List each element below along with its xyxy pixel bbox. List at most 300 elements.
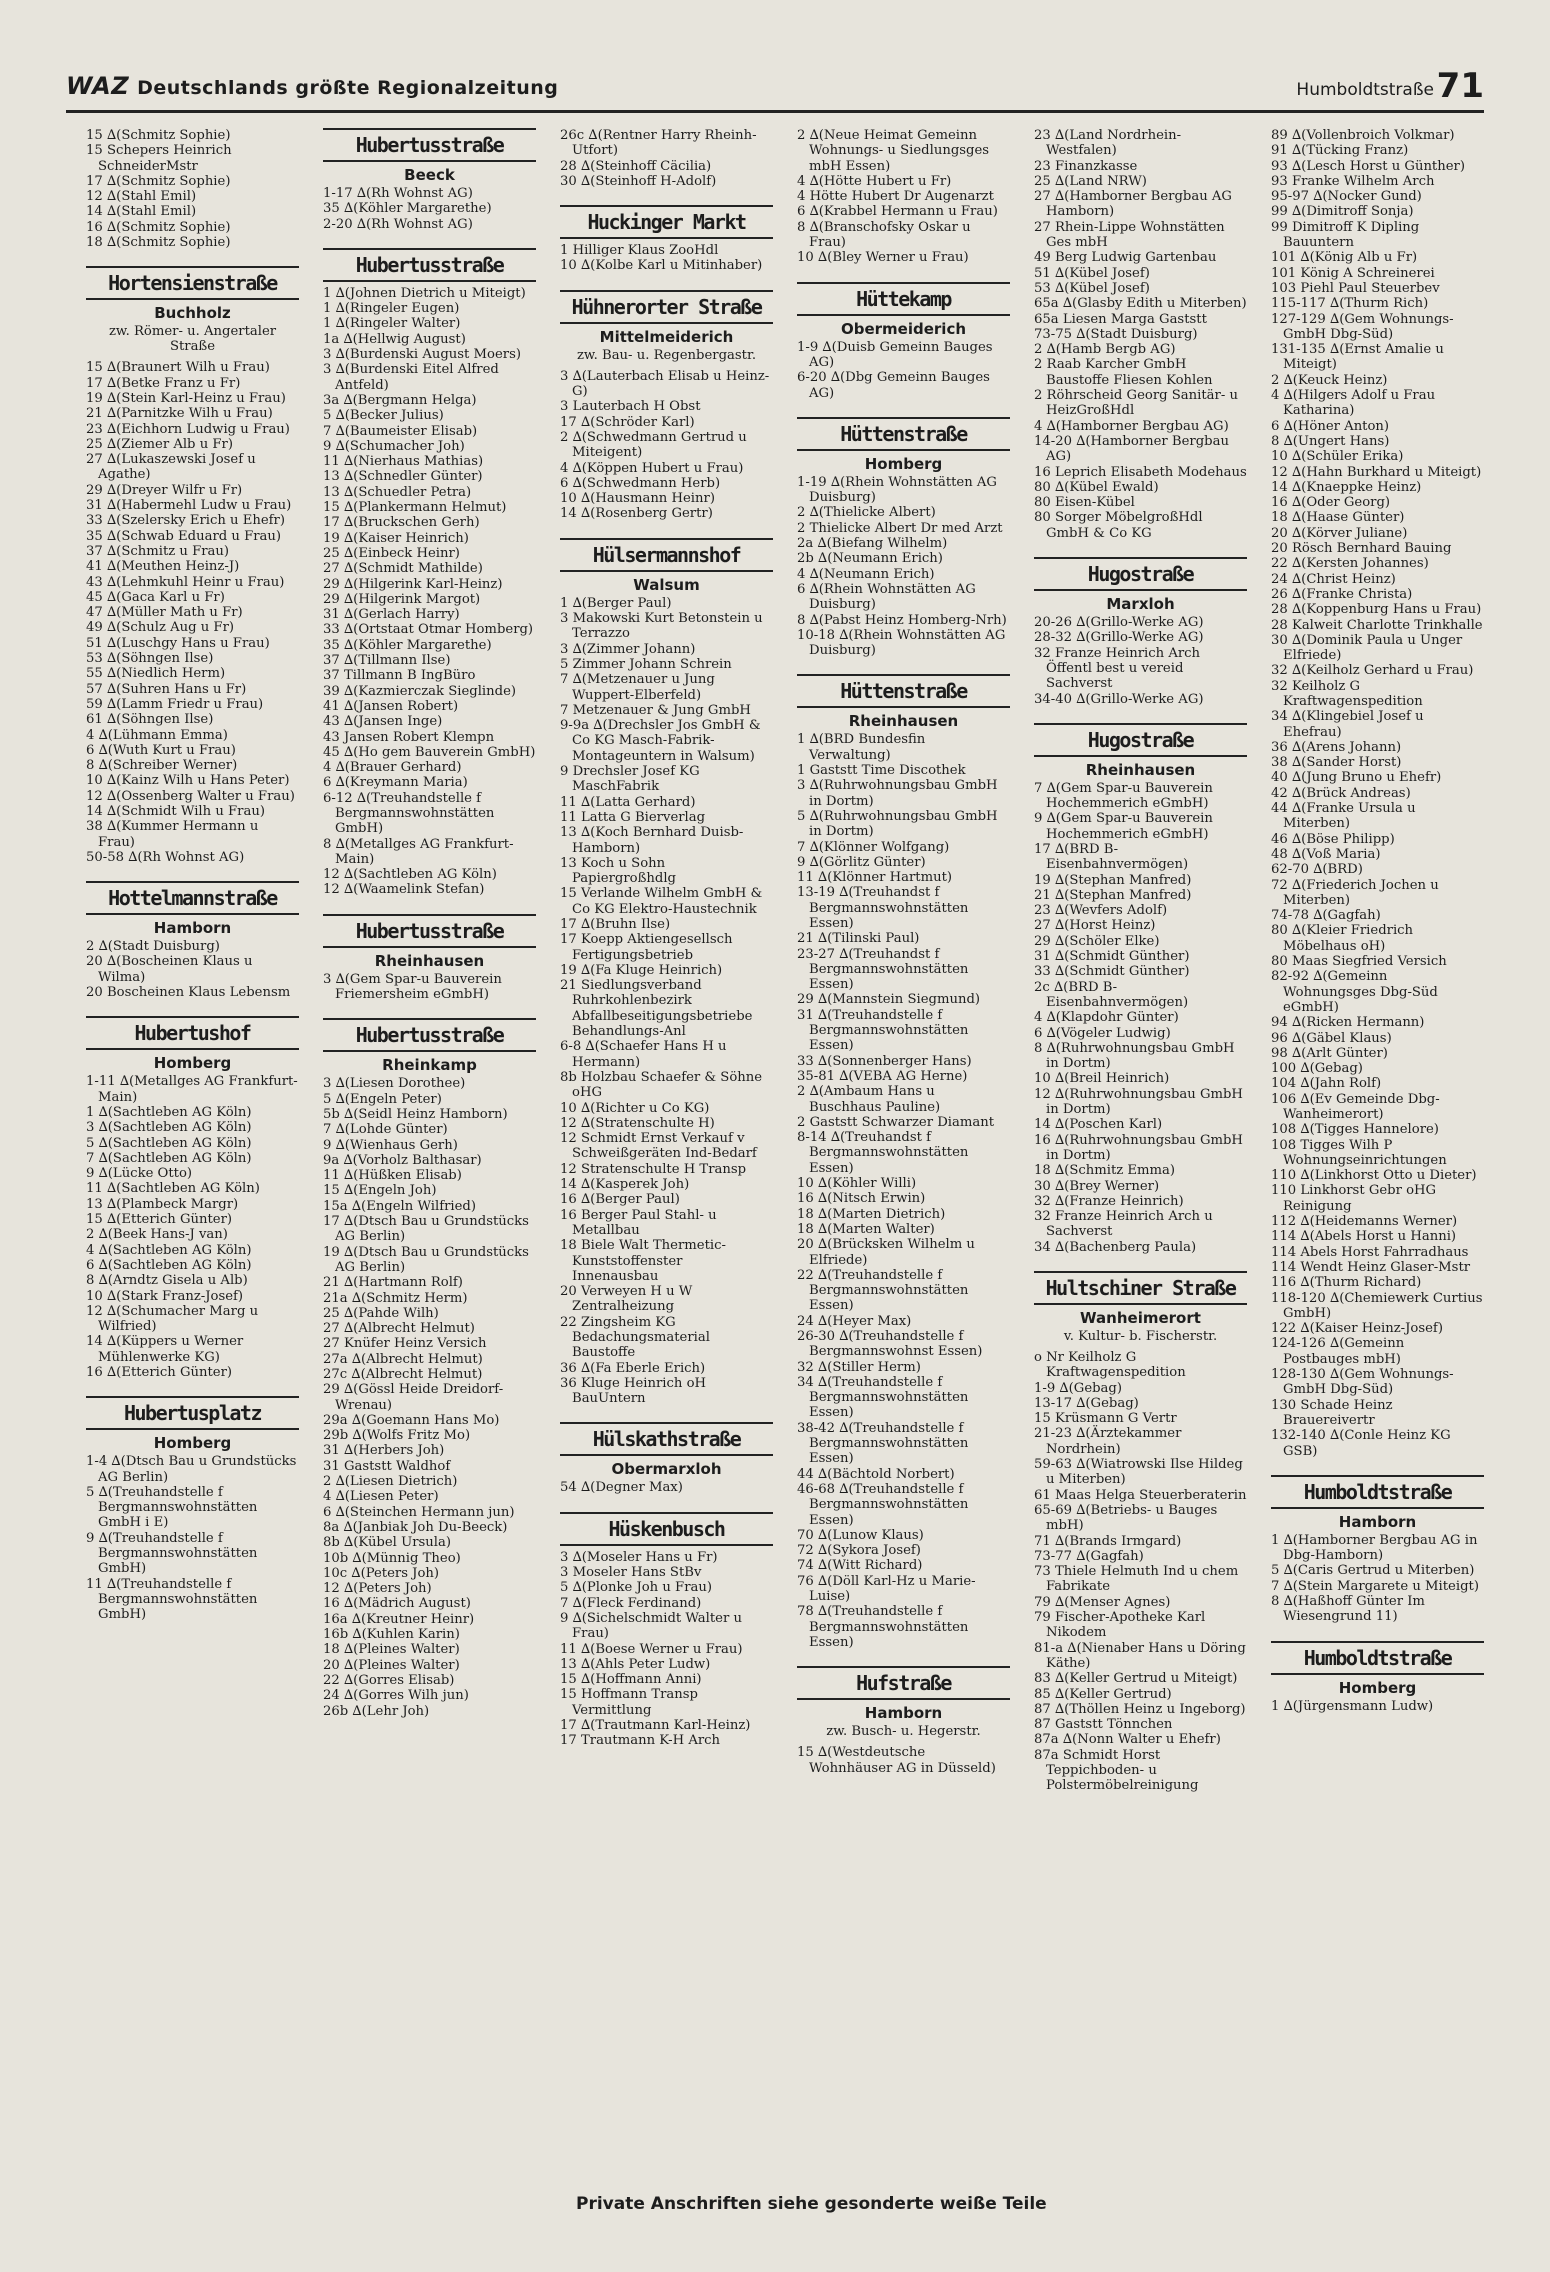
directory-entry: 1-17 ∆(Rh Wohnst AG) — [323, 186, 473, 201]
directory-entry: 13 ∆(Ahls Peter Ludw) — [560, 1656, 711, 1672]
directory-entry: 12 ∆(Stratenschulte H) — [560, 1115, 715, 1131]
directory-entry: 26 ∆(Franke Christa) — [1271, 586, 1413, 602]
directory-entry: 37 Tillmann B IngBüro — [323, 668, 476, 684]
directory-entry: 7 ∆(Stein Margarete u Miteigt) — [1271, 1578, 1479, 1594]
directory-entry: 65a Liesen Marga Gaststt — [1034, 311, 1207, 327]
directory-entry: 7 ∆(Gem Spar-u Bauverein Hochemmerich eGmbH) — [1034, 780, 1213, 812]
district-name: Rheinhausen — [1085, 760, 1196, 779]
directory-entry: 3 ∆(Zimmer Johann) — [560, 641, 696, 657]
directory-entry: 46-68 ∆(Treuhandstelle f Bergmannswohnstätten Essen) — [797, 1481, 969, 1528]
directory-entry: 35 ∆(Köhler Margarethe) — [323, 637, 492, 653]
directory-entry: 15 ∆(Braunert Wilh u Frau) — [86, 360, 270, 376]
directory-entry: 29a ∆(Goemann Hans Mo) — [323, 1412, 500, 1428]
directory-entry: 114 Abels Horst Fahrradhaus — [1271, 1244, 1469, 1260]
district-name: Marxloh — [1106, 595, 1175, 614]
directory-entry: 72 ∆(Sykora Josef) — [797, 1543, 921, 1559]
directory-entry: 16 ∆(Berger Paul) — [560, 1192, 680, 1208]
directory-entry: 5 ∆(Plonke Joh u Frau) — [560, 1580, 712, 1596]
directory-entry: 2 ∆(Neue Heimat Gemeinn Wohnungs- u Siedlungsges mbH Essen) — [797, 128, 990, 174]
directory-entry: 29 ∆(Hilgerink Karl-Heinz) — [323, 576, 503, 592]
street-heading: Hüttenstraße — [797, 417, 1010, 451]
directory-entry: 1 ∆(Ringeler Walter) — [323, 316, 461, 332]
street-heading: Hüskenbusch — [560, 1512, 773, 1546]
directory-entry: 93 ∆(Lesch Horst u Günther) — [1271, 158, 1465, 174]
directory-entry: 6 ∆(Steinchen Hermann jun) — [323, 1504, 515, 1520]
directory-entry: 73-75 ∆(Stadt Duisburg) — [1034, 326, 1198, 342]
directory-entry: 20 ∆(Pleines Walter) — [323, 1657, 460, 1673]
directory-entry: 6 ∆(Krabbel Hermann u Frau) — [797, 204, 998, 220]
directory-entry: 5 ∆(Caris Gertrud u Miterben) — [1271, 1563, 1475, 1579]
street-heading: Hubertushof — [86, 1016, 299, 1050]
directory-entry: 12 ∆(Peters Joh) — [323, 1581, 432, 1597]
directory-entry: 21 Siedlungsverband Ruhrkohlenbezirk Abfallbeseitigungsbetriebe Behandlungs-Anl — [560, 978, 753, 1040]
directory-entry: 1 ∆(Ringeler Eugen) — [323, 301, 460, 317]
directory-entry: 3 Moseler Hans StBv — [560, 1565, 702, 1581]
directory-entry: 23-27 ∆(Treuhandst f Bergmannswohnstätten Essen) — [797, 946, 969, 993]
directory-entry: 20 ∆(Brücksken Wilhelm u Elfriede) — [797, 1237, 975, 1268]
directory-entry: 128-130 ∆(Gem Wohnungs-GmbH Dbg-Süd) — [1271, 1367, 1454, 1398]
directory-entry: 8 ∆(Branschofsky Oskar u Frau) — [797, 219, 971, 251]
directory-entry: 11 ∆(Nierhaus Mathias) — [323, 454, 484, 470]
directory-entry: 59-63 ∆(Wiatrowski Ilse Hildeg u Miterben) — [1034, 1457, 1243, 1488]
directory-entry: 5 Zimmer Johann Schrein — [560, 656, 732, 672]
directory-entry: 100 ∆(Gebag) — [1271, 1061, 1363, 1077]
directory-entry: 27 ∆(Albrecht Helmut) — [323, 1321, 475, 1337]
directory-entry: 1-9 ∆(Gebag) — [1034, 1380, 1123, 1396]
directory-entry: 12 ∆(Schumacher Marg u Wilfried) — [86, 1303, 259, 1335]
directory-entry: 25 ∆(Land NRW) — [1034, 173, 1147, 189]
directory-entry: 3 ∆(Gem Spar-u Bauverein Friemersheim eGmbH) — [323, 971, 502, 1003]
street-heading: Hubertusstraße — [323, 1018, 536, 1052]
directory-entry: 22 Zingsheim KG Bedachungsmaterial Baustoffe — [560, 1314, 710, 1361]
directory-entry: 19 ∆(Stephan Manfred) — [1034, 872, 1192, 888]
directory-entry: 11 ∆(Sachtleben AG Köln) — [86, 1181, 260, 1197]
directory-entry: 25 ∆(Pahde Wilh) — [323, 1305, 439, 1321]
directory-entry: 51 ∆(Luschgy Hans u Frau) — [86, 635, 270, 651]
directory-entry: 2 Raab Karcher GmbH Baustoffe Fliesen Kohlen — [1034, 357, 1213, 388]
street-heading: Hufstraße — [797, 1666, 1010, 1700]
directory-entry: 21 ∆(Parnitzke Wilh u Frau) — [86, 406, 273, 422]
directory-entry: 14 ∆(Küppers u Werner Mühlenwerke KG) — [86, 1334, 244, 1365]
directory-entry: 27 Rhein-Lippe Wohnstätten Ges mbH — [1034, 219, 1225, 251]
directory-entry: 4 ∆(Liesen Peter) — [323, 1489, 439, 1505]
directory-entry: 98 ∆(Arlt Günter) — [1271, 1045, 1388, 1061]
directory-entry: 22 ∆(Treuhandstelle f Bergmannswohnstätten Essen) — [797, 1267, 969, 1314]
directory-entry: 4 ∆(Hilgers Adolf u Frau Katharina) — [1271, 388, 1436, 419]
directory-entry: 12 ∆(Sachtleben AG Köln) — [323, 867, 497, 883]
directory-entry: 20-26 ∆(Grillo-Werke AG) — [1034, 615, 1204, 631]
directory-entry: 87 Gaststt Tönnchen — [1034, 1717, 1173, 1733]
district-name: Rheinhausen — [848, 712, 959, 731]
street-section: zw. Busch- u. Hegerstr. — [826, 1724, 981, 1740]
district-name: Homberg — [864, 454, 943, 473]
directory-entry: 30 ∆(Brey Werner) — [1034, 1178, 1160, 1194]
directory-entry: 39 ∆(Kazmierczak Sieglinde) — [323, 683, 517, 699]
directory-entry: 1-19 ∆(Rhein Wohnstätten AG Duisburg) — [797, 474, 997, 506]
directory-entry: 28 ∆(Koppenburg Hans u Frau) — [1271, 602, 1482, 618]
directory-entry: 47 ∆(Müller Math u Fr) — [86, 605, 243, 621]
column-4 — [797, 128, 1010, 2243]
directory-entry: o Nr Keilholz G Kraftwagenspedition — [1034, 1350, 1186, 1381]
page-number: 71 — [1436, 66, 1484, 106]
directory-entry: 12 ∆(Stahl Emil) — [86, 189, 197, 205]
directory-entry: 78 ∆(Treuhandstelle f Bergmannswohnstätten Essen) — [797, 1604, 969, 1650]
directory-entry: 3 ∆(Lauterbach Elisab u Heinz-G) — [560, 368, 770, 400]
directory-entry: 26b ∆(Lehr Joh) — [323, 1703, 430, 1719]
directory-entry: 28 ∆(Steinhoff Cäcilia) — [560, 158, 712, 174]
directory-entry: 23 ∆(Land Nordrhein-Westfalen) — [1034, 128, 1182, 159]
directory-entry: 2 ∆(Keuck Heinz) — [1271, 372, 1388, 388]
directory-entry: 8 ∆(Schreiber Werner) — [86, 758, 238, 774]
brand-tagline: Deutschlands größte Regionalzeitung — [137, 77, 559, 99]
directory-entry: 27 Knüfer Heinz Versich — [323, 1336, 487, 1352]
street-heading: Hortensienstraße — [86, 266, 299, 300]
directory-entry: 80 Sorger MöbelgroßHdl GmbH & Co KG — [1034, 510, 1203, 541]
directory-entry: 35 ∆(Schwab Eduard u Frau) — [86, 528, 282, 544]
directory-entry: 44 ∆(Bächtold Norbert) — [797, 1466, 955, 1482]
directory-entry: 10-18 ∆(Rhein Wohnstätten AG Duisburg) — [797, 627, 1006, 659]
directory-entry: 33 ∆(Ortstaat Otmar Homberg) — [323, 622, 534, 638]
directory-entry: 2c ∆(BRD B-Eisenbahnvermögen) — [1034, 979, 1189, 1010]
directory-entry: 42 ∆(Brück Andreas) — [1271, 785, 1411, 801]
directory-entry: 89 ∆(Vollenbroich Volkmar) — [1271, 128, 1455, 143]
directory-entry: 7 ∆(Metzenauer u Jung Wuppert-Elberfeld) — [560, 672, 715, 703]
directory-entry: 3a ∆(Bergmann Helga) — [323, 392, 477, 408]
directory-entry: 19 ∆(Fa Kluge Heinrich) — [560, 962, 723, 978]
directory-entry: 4 ∆(Sachtleben AG Köln) — [86, 1242, 252, 1258]
directory-entry: 12 ∆(Waamelink Stefan) — [323, 882, 485, 898]
directory-entry: 10 ∆(Richter u Co KG) — [560, 1100, 710, 1116]
directory-entry: 4 ∆(Klapdohr Günter) — [1034, 1010, 1179, 1026]
street-section: v. Kultur- b. Fischerstr. — [1063, 1329, 1218, 1344]
directory-entry: 8 ∆(Ruhrwohnungsbau GmbH in Dortm) — [1034, 1040, 1235, 1072]
district-name: Rheinkamp — [382, 1056, 477, 1075]
directory-entry: 3 ∆(Sachtleben AG Köln) — [86, 1120, 252, 1136]
directory-entry: 2 Thielicke Albert Dr med Arzt — [797, 520, 1003, 536]
directory-entry: 11 ∆(Boese Werner u Frau) — [560, 1641, 743, 1657]
district-name: Beeck — [404, 166, 455, 184]
directory-entry: 28 Kalweit Charlotte Trinkhalle — [1271, 617, 1483, 633]
directory-entry: 40 ∆(Jung Bruno u Ehefr) — [1271, 770, 1442, 786]
directory-entry: 6 ∆(Wuth Kurt u Frau) — [86, 742, 236, 758]
directory-entry: 21 ∆(Stephan Manfred) — [1034, 887, 1192, 903]
directory-entry: 26-30 ∆(Treuhandstelle f Bergmannswohnst Essen) — [797, 1329, 983, 1360]
directory-entry: 103 Piehl Paul Steuerbev — [1271, 280, 1440, 296]
directory-entry: 6 ∆(Höner Anton) — [1271, 418, 1390, 434]
directory-entry: 15 ∆(Etterich Günter) — [86, 1212, 233, 1228]
directory-entry: 93 Franke Wilhelm Arch — [1271, 173, 1435, 189]
directory-entry: 8b Holzbau Schaefer & Söhne oHG — [560, 1069, 763, 1101]
directory-entry: 16 ∆(Mädrich August) — [323, 1596, 471, 1612]
directory-entry: 3 ∆(Liesen Dorothee) — [323, 1076, 466, 1092]
directory-entry: 35-81 ∆(VEBA AG Herne) — [797, 1068, 968, 1084]
directory-entry: 11 ∆(Hüßken Elisab) — [323, 1168, 462, 1184]
directory-entry: 34 ∆(Klingebiel Josef u Ehefrau) — [1271, 709, 1424, 740]
directory-entry: 65a ∆(Glasby Edith u Miterben) — [1034, 296, 1247, 312]
directory-entry: 7 ∆(Sachtleben AG Köln) — [86, 1150, 252, 1166]
directory-entry: 5 ∆(Ruhrwohnungsbau GmbH in Dortm) — [797, 808, 998, 840]
directory-entry: 32 Franze Heinrich Arch Öffentl best u vereid Sachverst — [1034, 645, 1201, 692]
directory-entry: 6-12 ∆(Treuhandstelle f Bergmannswohnstätten GmbH) — [323, 790, 495, 837]
directory-entry: 17 ∆(Schröder Karl) — [560, 414, 695, 430]
district-name: Obermarxloh — [611, 1460, 722, 1479]
directory-entry: 101 König A Schreinerei — [1271, 265, 1435, 281]
directory-entry: 73-77 ∆(Gagfah) — [1034, 1548, 1144, 1564]
directory-entry: 13-17 ∆(Gebag) — [1034, 1395, 1139, 1411]
directory-entry: 18 ∆(Marten Walter) — [797, 1221, 935, 1237]
directory-entry: 46 ∆(Böse Philipp) — [1271, 831, 1395, 847]
directory-entry: 17 ∆(Trautmann Karl-Heinz) — [560, 1718, 751, 1734]
directory-entry: 124-126 ∆(Gemeinn Postbauges mbH) — [1271, 1336, 1405, 1367]
directory-entry: 26c ∆(Rentner Harry Rheinh-Utfort) — [560, 128, 757, 159]
directory-entry: 6-8 ∆(Schaefer Hans H u Hermann) — [560, 1039, 727, 1070]
directory-entry: 49 ∆(Schulz Aug u Fr) — [86, 620, 235, 636]
directory-entry: 53 ∆(Söhngen Ilse) — [86, 651, 214, 667]
directory-entry: 10c ∆(Peters Joh) — [323, 1565, 440, 1581]
directory-entry: 3 ∆(Burdenski Eitel Alfred Antfeld) — [323, 362, 499, 393]
directory-entry: 95-97 ∆(Nocker Gund) — [1271, 189, 1422, 205]
directory-entry: 36 ∆(Arens Johann) — [1271, 739, 1402, 755]
directory-entry: 32 Keilholz G Kraftwagenspedition — [1271, 678, 1423, 709]
directory-entry: 1-9 ∆(Duisb Gemeinn Bauges AG) — [797, 339, 993, 370]
directory-entry: 15 ∆(Hoffmann Anni) — [560, 1672, 702, 1688]
directory-entry: 99 ∆(Dimitroff Sonja) — [1271, 204, 1414, 220]
directory-entry: 114 ∆(Abels Horst u Hanni) — [1271, 1229, 1457, 1245]
directory-entry: 18 ∆(Marten Dietrich) — [797, 1206, 946, 1222]
directory-entry: 29b ∆(Wolfs Fritz Mo) — [323, 1428, 471, 1444]
directory-entry: 10 ∆(Köhler Willi) — [797, 1176, 917, 1192]
directory-entry: 8 ∆(Ungert Hans) — [1271, 433, 1390, 449]
directory-entry: 87 ∆(Thöllen Heinz u Ingeborg) — [1034, 1701, 1246, 1717]
directory-entry: 37 ∆(Schmitz u Frau) — [86, 543, 230, 559]
directory-entry: 20 Boscheinen Klaus Lebensm — [86, 985, 291, 1001]
directory-entry: 29 ∆(Hilgerink Margot) — [323, 591, 481, 607]
directory-entry: 2 ∆(Hamb Bergb AG) — [1034, 342, 1176, 358]
newspaper-brand — [66, 72, 558, 100]
directory-entry: 1 Hilliger Klaus ZooHdl — [560, 243, 719, 259]
directory-entry: 43 ∆(Jansen Inge) — [323, 714, 443, 730]
directory-entry: 15 ∆(Westdeutsche Wohnhäuser AG in Düsseld) — [797, 1745, 996, 1776]
directory-entry: 3 ∆(Moseler Hans u Fr) — [560, 1549, 718, 1565]
directory-entry: 80 ∆(Kleier Friedrich Möbelhaus oH) — [1271, 923, 1414, 954]
directory-entry: 55 ∆(Niedlich Herm) — [86, 666, 226, 682]
directory-entry: 19 ∆(Stein Karl-Heinz u Frau) — [86, 390, 286, 406]
directory-entry: 9a ∆(Vorholz Balthasar) — [323, 1152, 482, 1168]
directory-entry: 45 ∆(Gaca Karl u Fr) — [86, 589, 225, 605]
directory-entry: 6 ∆(Rhein Wohnstätten AG Duisburg) — [797, 581, 976, 613]
directory-entry: 20 Verweyen H u W Zentralheizung — [560, 1284, 693, 1315]
directory-entry: 21 ∆(Tilinski Paul) — [797, 931, 920, 947]
directory-entry: 132-140 ∆(Conle Heinz KG GSB) — [1271, 1428, 1451, 1459]
directory-entry: 29 ∆(Gössl Heide Dreidorf-Wrenau) — [323, 1382, 504, 1413]
directory-entry: 13-19 ∆(Treuhandst f Bergmannswohnstätten Essen) — [797, 885, 969, 931]
directory-entry: 14 ∆(Kasperek Joh) — [560, 1177, 690, 1193]
district-name: Homberg — [153, 1054, 232, 1073]
directory-entry: 80 Eisen-Kübel — [1034, 495, 1135, 511]
district-name: Hamborn — [1338, 1512, 1417, 1531]
directory-entry: 18 ∆(Schmitz Emma) — [1034, 1163, 1176, 1179]
directory-entry: 9 ∆(Schumacher Joh) — [323, 438, 465, 454]
street-heading: Hülsermannshof — [560, 538, 773, 572]
directory-entry: 83 ∆(Keller Gertrud u Miteigt) — [1034, 1671, 1238, 1687]
directory-entry: 43 Jansen Robert Klempn — [323, 729, 495, 745]
directory-entry: 118-120 ∆(Chemiewerk Curtius GmbH) — [1271, 1290, 1483, 1321]
directory-entry: 9 ∆(Gem Spar-u Bauverein Hochemmerich eGmbH) — [1034, 811, 1213, 842]
directory-entry: 14-20 ∆(Hamborner Bergbau AG) — [1034, 433, 1229, 465]
directory-entry: 10 ∆(Bley Werner u Frau) — [797, 250, 969, 266]
directory-entry: 29 ∆(Mannstein Siegmund) — [797, 992, 981, 1008]
directory-entry: 12 Schmidt Ernst Verkauf v Schweißgeräten Ind-Bedarf — [560, 1131, 757, 1162]
directory-entry: 81-a ∆(Nienaber Hans u Döring Käthe) — [1034, 1640, 1246, 1671]
directory-entry: 48 ∆(Voß Maria) — [1271, 846, 1381, 862]
directory-entry: 14 ∆(Knaeppke Heinz) — [1271, 479, 1422, 495]
directory-entry: 2 ∆(Stadt Duisburg) — [86, 939, 220, 955]
directory-entry: 1a ∆(Hellwig August) — [323, 331, 466, 347]
directory-entry: 51 ∆(Kübel Josef) — [1034, 265, 1150, 281]
directory-entry: 3 Lauterbach H Obst — [560, 399, 701, 415]
directory-entry: 13 ∆(Koch Bernhard Duisb-Hamborn) — [560, 825, 744, 856]
directory-entry: 10 ∆(Stark Franz-Josef) — [86, 1288, 244, 1304]
directory-entry: 2a ∆(Biefang Wilhelm) — [797, 536, 948, 552]
directory-entry: 32 ∆(Stiller Herm) — [797, 1359, 921, 1375]
directory-entry: 61 ∆(Söhngen Ilse) — [86, 712, 214, 728]
directory-entry: 23 ∆(Wevfers Adolf) — [1034, 903, 1168, 919]
column-1 — [86, 128, 299, 2243]
directory-entry: 110 Linkhorst Gebr oHG Reinigung — [1271, 1183, 1437, 1214]
directory-entry: 65-69 ∆(Betriebs- u Bauges mbH) — [1034, 1502, 1218, 1534]
directory-entry: 27c ∆(Albrecht Helmut) — [323, 1367, 483, 1382]
directory-entry: 13 ∆(Schnedler Günter) — [323, 469, 483, 485]
directory-entry: 18 ∆(Schmitz Sophie) — [86, 235, 231, 251]
directory-entry: 74-78 ∆(Gagfah) — [1271, 908, 1381, 924]
directory-entry: 41 ∆(Meuthen Heinz-J) — [86, 559, 240, 575]
directory-entry: 8 ∆(Metallges AG Frankfurt-Main) — [323, 836, 514, 867]
directory-entry: 32 ∆(Keilholz Gerhard u Frau) — [1271, 663, 1474, 679]
directory-entry: 14 ∆(Stahl Emil) — [86, 204, 197, 220]
directory-columns — [86, 128, 1483, 2243]
directory-entry: 17 ∆(Betke Franz u Fr) — [86, 375, 241, 391]
directory-entry: 54 ∆(Degner Max) — [560, 1480, 683, 1496]
directory-entry: 15 ∆(Schmitz Sophie) — [86, 128, 231, 143]
directory-entry: 17 ∆(BRD B-Eisenbahnvermögen) — [1034, 841, 1189, 873]
directory-entry: 7 ∆(Lohde Günter) — [323, 1122, 448, 1138]
directory-entry: 25 ∆(Einbeck Heinr) — [323, 545, 460, 561]
directory-entry: 9 ∆(Wienhaus Gerh) — [323, 1137, 458, 1153]
directory-entry: 12 ∆(Ruhrwohnungsbau GmbH in Dortm) — [1034, 1086, 1243, 1118]
directory-entry: 12 ∆(Ossenberg Walter u Frau) — [86, 788, 295, 804]
directory-entry: 14 ∆(Poschen Karl) — [1034, 1117, 1163, 1133]
directory-entry: 23 ∆(Eichhorn Ludwig u Frau) — [86, 421, 290, 437]
directory-entry: 28-32 ∆(Grillo-Werke AG) — [1034, 630, 1204, 646]
directory-entry: 1 ∆(BRD Bundesfin Verwaltung) — [797, 732, 926, 763]
directory-entry: 10 ∆(Kainz Wilh u Hans Peter) — [86, 773, 290, 789]
directory-entry: 10 ∆(Schüler Erika) — [1271, 449, 1404, 465]
directory-entry: 11 ∆(Latta Gerhard) — [560, 794, 696, 810]
street-section: zw. Römer- u. Angertaler Straße — [108, 324, 277, 355]
directory-entry: 10 ∆(Breil Heinrich) — [1034, 1071, 1170, 1087]
directory-entry: 31 ∆(Habermehl Ludw u Frau) — [86, 498, 292, 514]
directory-entry: 10 ∆(Hausmann Heinr) — [560, 491, 715, 507]
directory-entry: 50-58 ∆(Rh Wohnst AG) — [86, 849, 245, 865]
directory-entry: 6 ∆(Kreymann Maria) — [323, 775, 468, 791]
directory-entry: 20 ∆(Körver Juliane) — [1271, 525, 1408, 541]
directory-entry: 16 ∆(Oder Georg) — [1271, 495, 1391, 511]
directory-entry: 19 ∆(Kaiser Heinrich) — [323, 530, 469, 546]
directory-entry: 38 ∆(Kummer Hermann u Frau) — [86, 819, 259, 850]
district-name: Mittelmeiderich — [599, 327, 734, 346]
directory-entry: 106 ∆(Ev Gemeinde Dbg-Wanheimerort) — [1271, 1091, 1440, 1122]
directory-entry: 10 ∆(Kolbe Karl u Mitinhaber) — [560, 258, 763, 274]
directory-entry: 34 ∆(Treuhandstelle f Bergmannswohnstätten Essen) — [797, 1374, 969, 1421]
directory-entry: 31 ∆(Herbers Joh) — [323, 1443, 445, 1459]
directory-entry: 110 ∆(Linkhorst Otto u Dieter) — [1271, 1168, 1477, 1184]
column-3 — [560, 128, 773, 2243]
directory-entry: 27a ∆(Albrecht Helmut) — [323, 1351, 483, 1367]
directory-entry: 99 Dimitroff K Dipling Bauuntern — [1271, 219, 1420, 251]
directory-entry: 1 ∆(Jürgensmann Ludw) — [1271, 1698, 1434, 1714]
street-heading: Hüttenstraße — [797, 674, 1010, 708]
directory-entry: 82-92 ∆(Gemeinn Wohnungsges Dbg-Süd eGmbH) — [1271, 969, 1438, 1015]
directory-entry: 71 ∆(Brands Irmgard) — [1034, 1533, 1182, 1549]
directory-entry: 1 ∆(Johnen Dietrich u Miteigt) — [323, 285, 526, 301]
directory-entry: 32 Franze Heinrich Arch u Sachverst — [1034, 1209, 1213, 1240]
directory-entry: 108 ∆(Tigges Hannelore) — [1271, 1122, 1439, 1138]
directory-entry: 7 ∆(Baumeister Elisab) — [323, 423, 478, 439]
directory-entry: 91 ∆(Tücking Franz) — [1271, 143, 1409, 159]
street-heading: Hubertusplatz — [86, 1396, 299, 1430]
directory-entry: 8a ∆(Janbiak Joh Du-Beeck) — [323, 1519, 508, 1535]
directory-entry: 19 ∆(Dtsch Bau u Grundstücks AG Berlin) — [323, 1244, 529, 1275]
directory-entry: 15 Schepers Heinrich SchneiderMstr — [86, 143, 232, 174]
directory-entry: 38 ∆(Sander Horst) — [1271, 755, 1402, 771]
directory-entry: 7 ∆(Klönner Wolfgang) — [797, 839, 950, 855]
directory-entry: 53 ∆(Kübel Josef) — [1034, 280, 1150, 296]
directory-entry: 15 ∆(Engeln Joh) — [323, 1183, 437, 1199]
directory-entry: 114 Wendt Heinz Glaser-Mstr — [1271, 1259, 1471, 1275]
directory-entry: 24 ∆(Gorres Wilh jun) — [323, 1688, 469, 1704]
street-section: zw. Bau- u. Regenbergastr. — [576, 347, 757, 363]
directory-entry: 1-4 ∆(Dtsch Bau u Grundstücks AG Berlin) — [86, 1454, 297, 1485]
directory-entry: 12 Stratenschulte H Transp — [560, 1161, 747, 1177]
directory-entry: 21a ∆(Schmitz Herm) — [323, 1290, 468, 1306]
directory-entry: 5 ∆(Treuhandstelle f Bergmannswohnstätten GmbH i E) — [86, 1484, 258, 1531]
directory-entry: 4 ∆(Hamborner Bergbau AG) — [1034, 418, 1229, 434]
directory-entry: 34 ∆(Bachenberg Paula) — [1034, 1239, 1197, 1255]
directory-entry: 27 ∆(Lukaszewski Josef u Agathe) — [86, 452, 256, 483]
district-name: Homberg — [1338, 1678, 1417, 1697]
directory-entry: 2 Gaststt Schwarzer Diamant — [797, 1114, 995, 1130]
directory-entry: 4 ∆(Neumann Erich) — [797, 566, 935, 582]
directory-entry: 8 ∆(Pabst Heinz Homberg-Nrh) — [797, 612, 1007, 628]
directory-entry: 16 ∆(Etterich Günter) — [86, 1365, 233, 1380]
directory-entry: 101 ∆(König Alb u Fr) — [1271, 250, 1418, 266]
directory-entry: 13 ∆(Plambeck Margr) — [86, 1196, 239, 1212]
street-heading: Hubertusstraße — [323, 248, 536, 282]
header-rule — [66, 110, 1484, 113]
directory-entry: 43 ∆(Lehmkuhl Heinr u Frau) — [86, 574, 285, 590]
directory-entry: 8b ∆(Kübel Ursula) — [323, 1535, 451, 1551]
directory-entry: 16 ∆(Ruhrwohnungsbau GmbH in Dortm) — [1034, 1132, 1243, 1163]
directory-entry: 32 ∆(Franze Heinrich) — [1034, 1193, 1184, 1209]
street-heading: Hugostraße — [1034, 723, 1247, 757]
street-heading: Hottelmannstraße — [86, 881, 299, 915]
directory-entry: 18 ∆(Haase Günter) — [1271, 510, 1405, 526]
directory-entry: 76 ∆(Döll Karl-Hz u Marie-Luise) — [797, 1573, 976, 1605]
directory-entry: 13 Koch u Sohn Papiergroßhdlg — [560, 855, 676, 887]
directory-entry: 108 Tigges Wilh P Wohnungseinrichtungen — [1271, 1137, 1447, 1168]
directory-entry: 85 ∆(Keller Gertrud) — [1034, 1686, 1172, 1702]
directory-entry: 16 Berger Paul Stahl- u Metallbau — [560, 1207, 717, 1238]
